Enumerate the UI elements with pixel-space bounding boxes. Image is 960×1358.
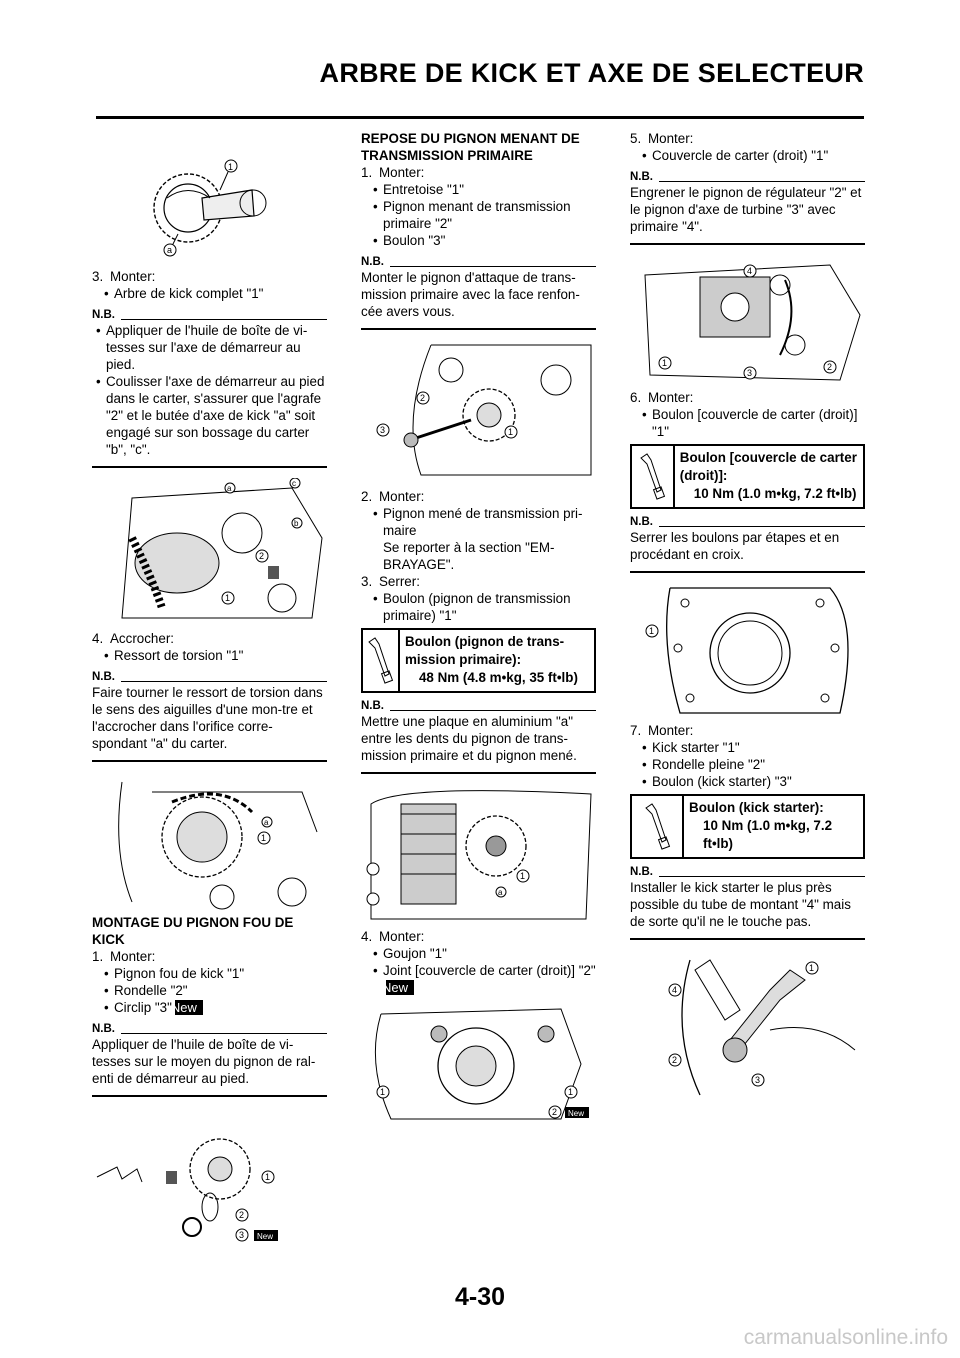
step-4: 4. Accrocher: xyxy=(92,631,174,646)
spring-hook-illustration xyxy=(92,772,327,912)
step-2: 2. Monter: xyxy=(361,489,425,504)
step-7: 7. Monter: xyxy=(630,723,694,738)
svg-text:2: 2 xyxy=(552,1107,558,1117)
nb-note-2: N.B. Mettre une plaque en aluminium "a" entre les dents du pignon de trans-mission primaire et du pignon mené. xyxy=(361,700,596,774)
svg-text:3: 3 xyxy=(747,368,753,378)
nb-note-2: N.B. Serrer les boulons par étapes et en procédant en croix. xyxy=(630,516,865,573)
crankcase-cover-illustration xyxy=(630,583,865,718)
list-item: • Coulisser l'axe de démarreur au pied dans le carter, s'assurer que l'agrafe "2" et le butée d'axe de kick "a" soit engagé sur son bossage du carter "b", "c". xyxy=(92,373,327,458)
list-item: • Rondelle pleine "2" xyxy=(630,756,865,773)
svg-text:1: 1 xyxy=(261,833,267,843)
list-item: • Kick starter "1" xyxy=(630,739,865,756)
svg-text:c: c xyxy=(292,479,296,488)
svg-text:1: 1 xyxy=(568,1087,574,1097)
list-item: • Boulon (pignon de transmission primaire) "1" xyxy=(361,590,596,624)
section-heading: MONTAGE DU PIGNON FOU DE KICK xyxy=(92,915,294,947)
svg-text:2: 2 xyxy=(827,362,833,372)
list-item: • Rondelle "2" xyxy=(92,982,327,999)
wrench-icon xyxy=(363,630,400,691)
title-rule xyxy=(96,116,864,119)
svg-text:2: 2 xyxy=(239,1210,245,1220)
list-item: • Boulon (kick starter) "3" xyxy=(630,773,865,790)
svg-text:1: 1 xyxy=(649,626,655,636)
page-number: 4-30 xyxy=(454,1283,506,1311)
list-item: • Entretoise "1" xyxy=(361,181,596,198)
svg-text:1: 1 xyxy=(662,358,668,368)
step-3: 3. Serrer: xyxy=(361,574,420,589)
svg-text:3: 3 xyxy=(755,1075,761,1085)
page-title: ARBRE DE KICK ET AXE DE SELECTEUR xyxy=(319,58,864,88)
svg-text:1: 1 xyxy=(508,427,514,437)
svg-text:1: 1 xyxy=(225,593,231,603)
svg-text:a: a xyxy=(264,818,269,827)
primary-drive-gear-illustration xyxy=(361,340,596,480)
svg-text:4: 4 xyxy=(672,985,678,995)
crankcase-dowel-illustration xyxy=(361,1004,596,1124)
svg-text:3: 3 xyxy=(239,1230,245,1240)
list-item: • Pignon fou de kick "1" xyxy=(92,965,327,982)
nb-note-1: N.B. Monter le pignon d'attaque de trans-mission primaire avec la face renfon-cée avers vous. xyxy=(361,256,596,330)
section-heading: REPOSE DU PIGNON MENANT DE TRANSMISSION PRIMAIRE xyxy=(361,131,580,163)
svg-text:New: New xyxy=(568,1109,585,1118)
svg-text:3: 3 xyxy=(380,425,386,435)
list-item: • Pignon mené de transmission pri-maire xyxy=(361,505,596,539)
list-item: • Couvercle de carter (droit) "1" xyxy=(630,147,865,164)
svg-text:2: 2 xyxy=(420,393,426,403)
list-item: • Ressort de torsion "1" xyxy=(92,647,327,664)
list-item: • Boulon "3" xyxy=(361,232,596,249)
column-2 xyxy=(361,128,596,1124)
svg-text:1: 1 xyxy=(265,1172,271,1182)
step-1: 1. Monter: xyxy=(361,165,425,180)
svg-text:1: 1 xyxy=(809,963,815,973)
list-item: • Arbre de kick complet "1" xyxy=(92,285,327,302)
svg-text:4: 4 xyxy=(747,266,753,276)
svg-text:1: 1 xyxy=(520,871,526,881)
list-item: • Goujon "1" xyxy=(361,945,596,962)
watermark: carmanualsonline.info xyxy=(743,1326,948,1349)
clutch-gear-illustration xyxy=(361,784,596,924)
step-1: 1. Monter: xyxy=(92,949,156,964)
step-5: 5. Monter: xyxy=(630,131,694,146)
svg-text:1: 1 xyxy=(228,162,234,172)
list-item: • Boulon [couvercle de carter (droit)] "1" xyxy=(630,406,865,440)
kick-starter-illustration xyxy=(630,950,865,1100)
wrench-icon xyxy=(632,796,684,857)
list-item: • Appliquer de l'huile de boîte de vi-tesses sur l'axe de démarreur au pied. xyxy=(92,322,327,373)
torque-spec-box: Boulon (pignon de trans-mission primaire): 48 Nm (4.8 m•kg, 35 ft•lb) xyxy=(361,628,596,693)
svg-text:2: 2 xyxy=(259,551,265,561)
idle-gear-illustration xyxy=(92,1107,327,1247)
torque-spec-box: Boulon [couvercle de carter (droit)]: 10 Nm (1.0 m•kg, 7.2 ft•lb) xyxy=(630,444,865,509)
svg-text:a: a xyxy=(498,888,503,897)
svg-text:a: a xyxy=(167,245,173,255)
nb-note-1: N.B. • Appliquer de l'huile de boîte de vi-tesses sur l'axe de démarreur au pied. • Coulisser l'axe de démarreur au pied dans le carter, s'assurer que l'agrafe "2" et le butée d'axe de kick "a" soit engagé sur son bossage du carter "b", "c". xyxy=(92,309,327,468)
torque-spec-box: Boulon (kick starter): 10 Nm (1.0 m•kg, 7.2 ft•lb) xyxy=(630,794,865,859)
new-badge: New xyxy=(386,980,414,995)
svg-text:New: New xyxy=(257,1232,274,1241)
step-3: 3. Monter: xyxy=(92,269,156,284)
svg-text:b: b xyxy=(294,519,299,528)
nb-note-2: N.B. Faire tourner le ressort de torsion dans le sens des aiguilles d'une mon-tre et l'accrocher dans l'orifice corre-spondant "a" du carter. xyxy=(92,671,327,762)
list-item: • Pignon menant de transmission primaire "2" xyxy=(361,198,596,232)
new-badge: New xyxy=(175,1000,203,1015)
step-4: 4. Monter: xyxy=(361,929,425,944)
svg-text:1: 1 xyxy=(380,1087,386,1097)
step-6: 6. Monter: xyxy=(630,390,694,405)
list-item: • Circlip "3"New xyxy=(92,999,327,1016)
list-item: • Joint [couvercle de carter (droit)] "2"New xyxy=(361,962,596,996)
svg-text:a: a xyxy=(227,484,232,493)
svg-text:2: 2 xyxy=(672,1055,678,1065)
nb-note-3: N.B. Installer le kick starter le plus près possible du tube de montant "4" mais de sorte qu'il ne le touche pas. xyxy=(630,866,865,940)
reference-note: Se reporter à la section "EM-BRAYAGE". xyxy=(383,540,555,572)
column-3 xyxy=(630,128,865,1100)
gear-mesh-illustration xyxy=(630,255,865,385)
wrench-icon xyxy=(632,446,675,507)
column-1 xyxy=(92,128,327,1247)
nb-note-3: N.B. Appliquer de l'huile de boîte de vi-tesses sur le moyen du pignon de ral-enti de démarreur au pied. xyxy=(92,1023,327,1097)
kick-shaft-illustration xyxy=(92,128,327,268)
nb-note-1: N.B. Engrener le pignon de régulateur "2" et le pignon d'axe de turbine "3" avec primaire "4". xyxy=(630,171,865,245)
torsion-spring-illustration xyxy=(92,478,327,626)
